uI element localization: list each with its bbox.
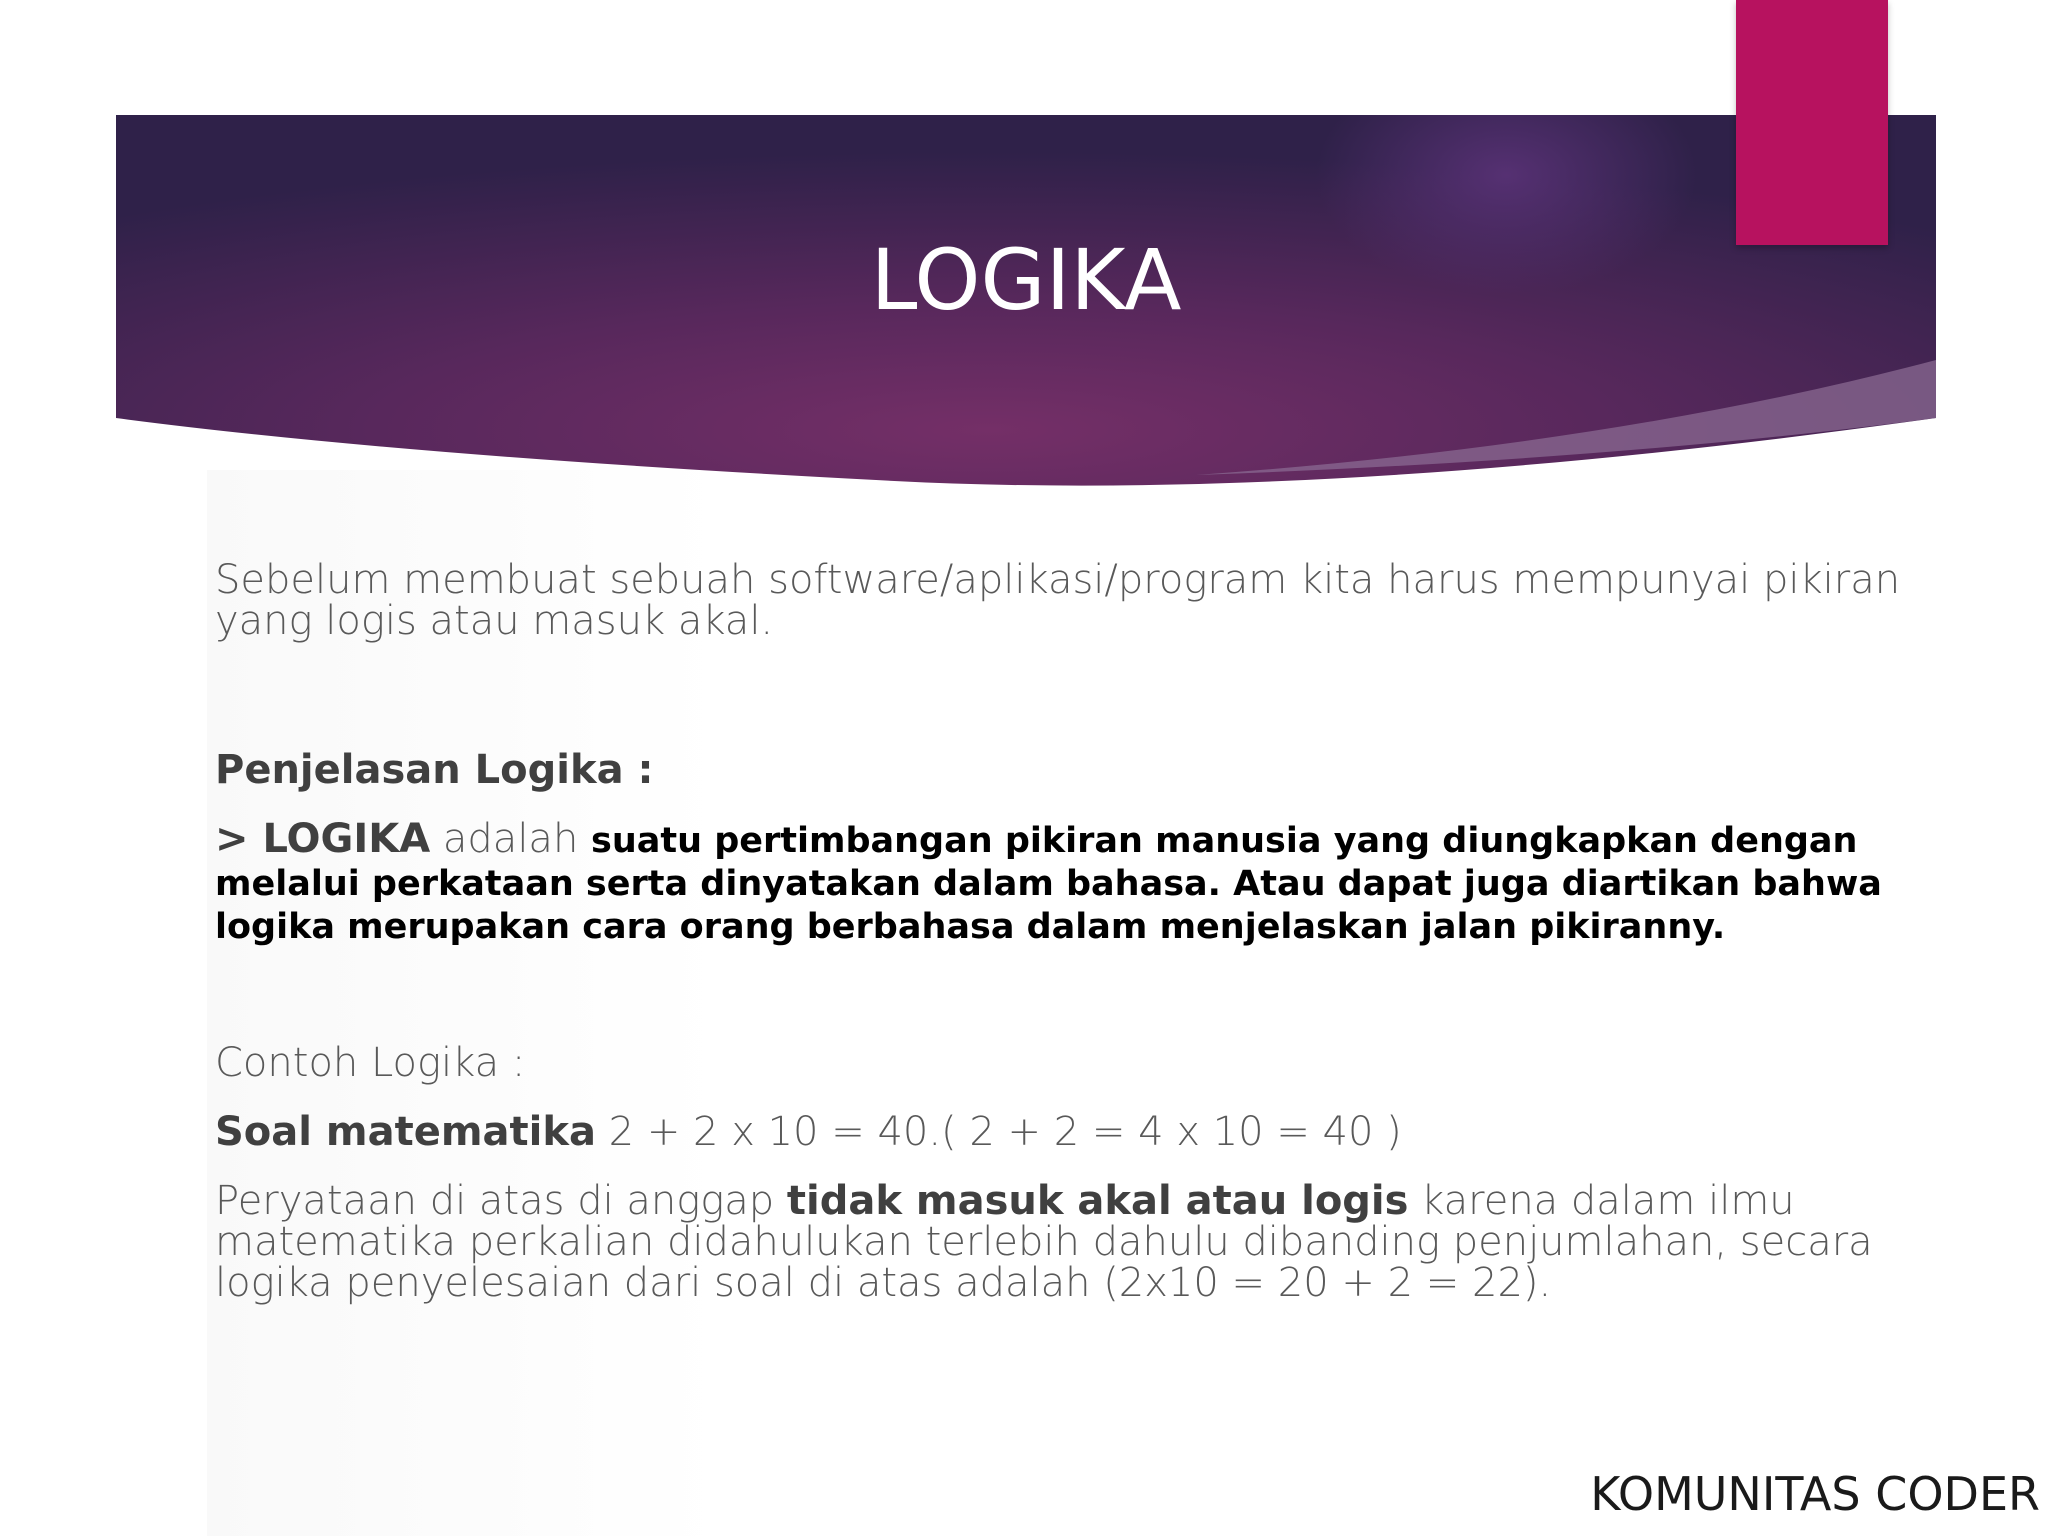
slide-content	[215, 557, 1905, 1306]
example-label: Soal matematika	[215, 1109, 596, 1155]
example-heading: Contoh Logika :	[215, 1040, 526, 1086]
statement-part1: Peryataan di atas di anggap	[215, 1178, 787, 1224]
statement-emphasis: tidak masuk akal atau logis	[786, 1178, 1409, 1224]
definition-text: suatu pertimbangan pikiran manusia yang diungkapkan dengan melalui perkataan serta dinyatakan dalam bahasa. Atau dapat juga diartikan bahwa logika merupakan cara orang berbahasa dalam menjelaskan jalan pikiranny.	[215, 821, 1882, 947]
intro-paragraph: Sebelum membuat sebuah software/aplikasi/program kita harus mempunyai pikiran yang logis atau masuk akal.	[215, 557, 1901, 644]
footer-brand: KOMUNITAS CODER	[1590, 1467, 2040, 1521]
statement-paragraph	[215, 1178, 1905, 1306]
statement-part2: karena dalam ilmu matematika perkalian didahulukan terlebih dahulu dibanding penjumlahan, secara logika penyelesaian dari soal di atas adalah (2x10 = 20 + 2 = 22).	[215, 1178, 1873, 1306]
example-paragraph	[215, 1109, 1905, 1155]
accent-tab	[1736, 0, 1888, 245]
definition-connector: adalah	[430, 816, 592, 862]
example-expression: 2 + 2 x 10 = 40.( 2 + 2 = 4 x 10 = 40 )	[595, 1109, 1402, 1155]
explanation-heading: Penjelasan Logika :	[215, 747, 654, 793]
definition-prefix: > LOGIKA	[215, 816, 431, 862]
slide-title: LOGIKA	[870, 231, 1182, 329]
definition-paragraph	[215, 816, 1905, 948]
